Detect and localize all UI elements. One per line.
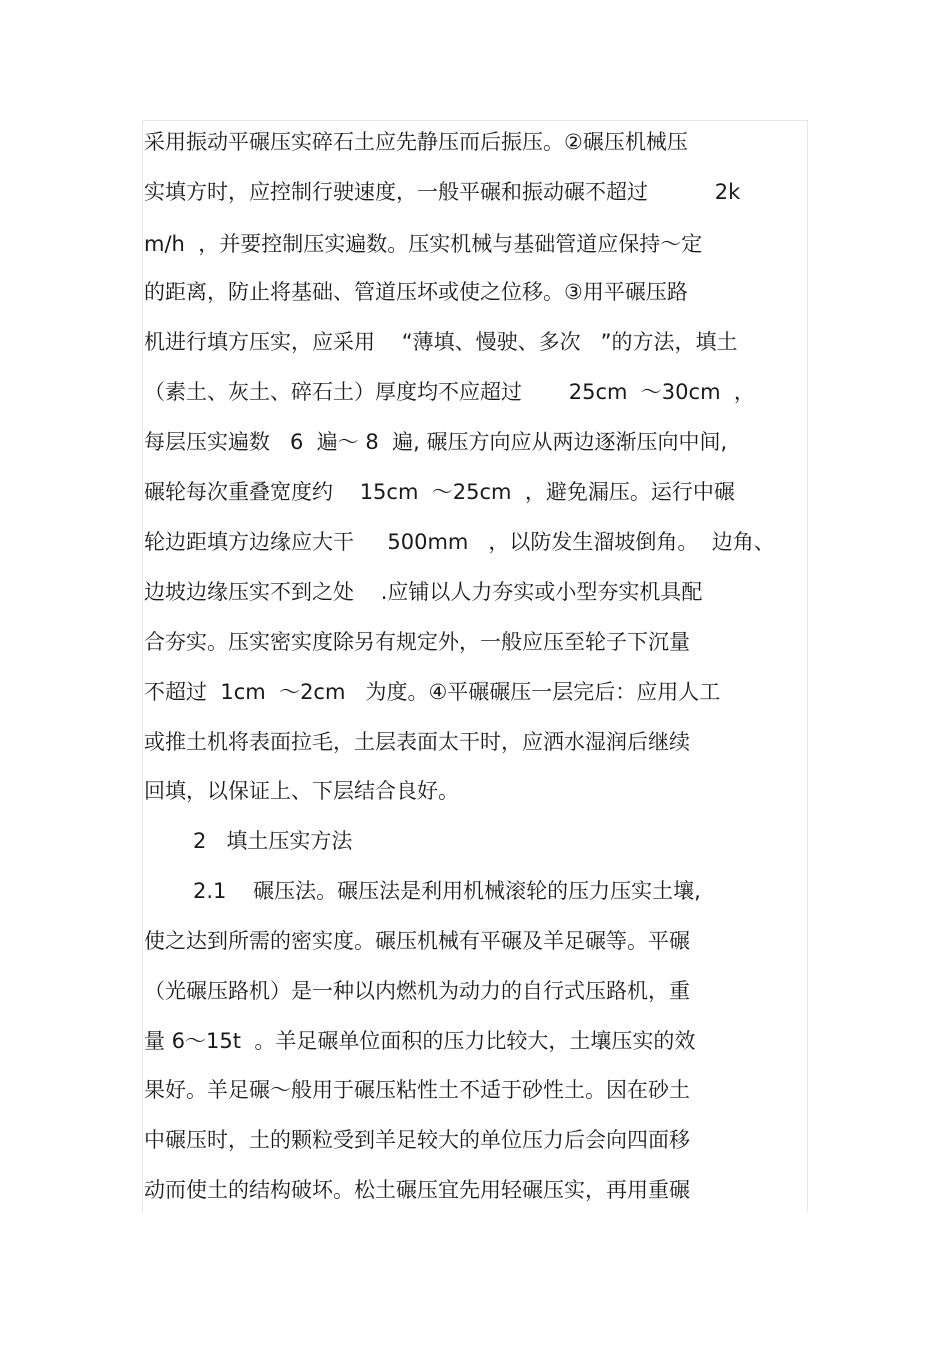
text-line-4: 的距离，防止将基础、管道压坏或使之位移。③用平碾压路	[144, 280, 688, 304]
text-line-11: 合夯实。压实密实度除另有规定外，一般应压至轮子下沉量	[144, 630, 690, 654]
text-line-2: 实填方时，应控制行驶速度，一般平碾和振动碾不超过 2k	[144, 180, 741, 204]
text-line-19: 量 6～15t 。羊足碾单位面积的压力比较大，土壤压实的效	[144, 1029, 696, 1053]
text-line-6: （素土、灰土、碎石土）厚度均不应超过 25cm ～30cm ，	[144, 380, 755, 404]
text-line-3: m/h ，并要控制压实遍数。压实机械与基础管道应保持～定	[144, 232, 703, 256]
text-line-1: 采用振动平碾压实碎石土应先静压而后振压。②碾压机械压	[144, 130, 688, 154]
text-line-14: 回填，以保证上、下层结合良好。	[144, 779, 459, 803]
text-line-10: 边坡边缘压实不到之处 .应铺以人力夯实或小型夯实机具配	[144, 580, 703, 604]
text-line-5: 机进行填方压实，应采用 “薄填、慢驶、多次 ”的方法，填土	[144, 330, 738, 354]
text-line-12: 不超过 1cm ～2cm 为度。④平碾碾压一层完后：应用人工	[144, 680, 721, 704]
text-line-18: （光碾压路机）是一种以内燃机为动力的自行式压路机，重	[144, 979, 690, 1003]
text-line-13: 或推土机将表面拉毛，土层表面太干时，应洒水湿润后继续	[144, 730, 690, 754]
section-heading: 2 填土压实方法	[193, 829, 353, 853]
text-line-21: 中碾压时，土的颗粒受到羊足较大的单位压力后会向四面移	[144, 1128, 690, 1152]
text-line-7: 每层压实遍数 6 遍～ 8 遍, 碾压方向应从两边逐渐压向中间,	[144, 430, 728, 454]
text-line-8: 碾轮每次重叠宽度约 15cm ～25cm ，避免漏压。运行中碾	[144, 480, 735, 504]
text-line-22: 动而使土的结构破坏。松土碾压宜先用轻碾压实，再用重碾	[144, 1178, 690, 1202]
text-line-20: 果好。羊足碾～般用于碾压粘性土不适于砂性土。因在砂土	[144, 1078, 690, 1102]
text-line-9: 轮边距填方边缘应大干 500mm ，以防发生溜坡倒角。 边角、	[144, 530, 775, 554]
subsection-heading: 2.1 碾压法。碾压法是利用机械滚轮的压力压实土壤,	[193, 879, 701, 903]
text-line-17: 使之达到所需的密实度。碾压机械有平碾及羊足碾等。平碾	[144, 929, 690, 953]
